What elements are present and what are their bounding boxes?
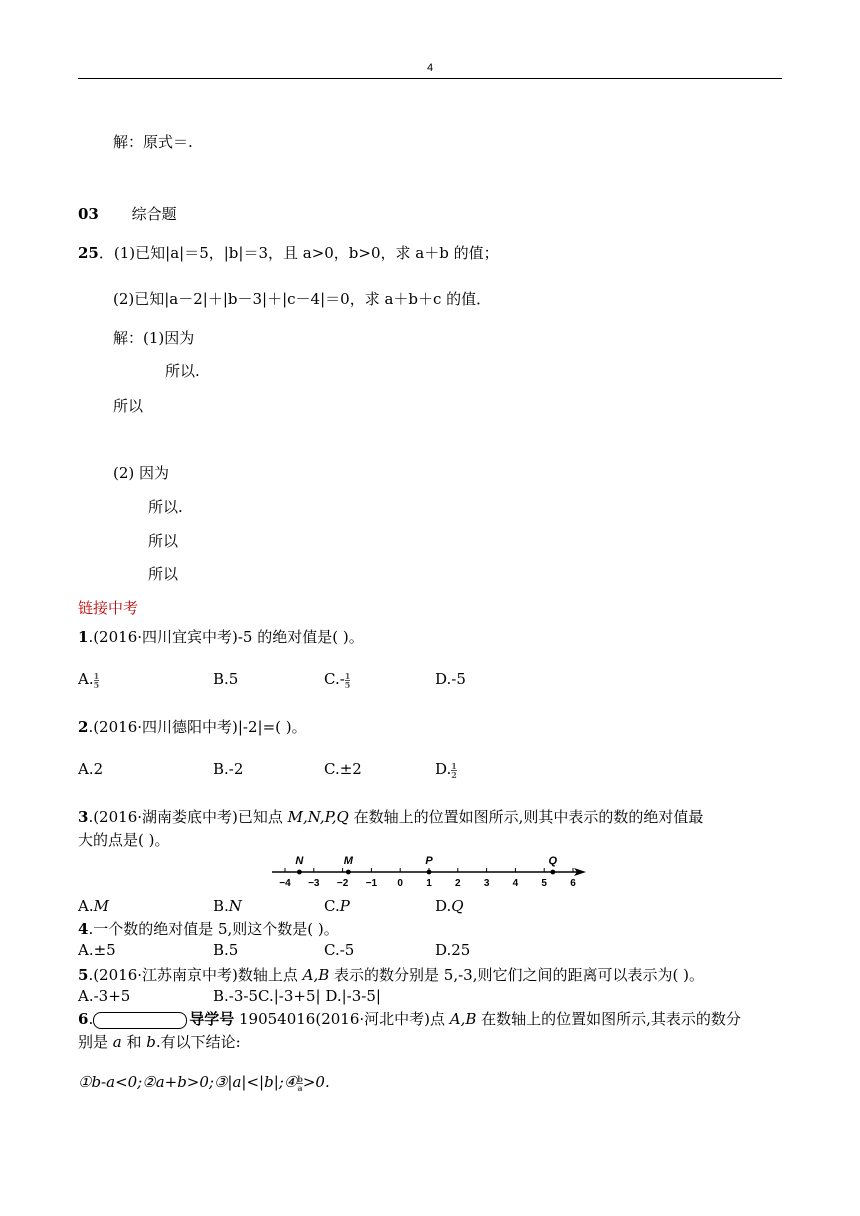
q1-option-a-prefix: A.	[78, 670, 94, 688]
q1-option-c-prefix: C.-	[324, 670, 345, 688]
q25-sol2-so2: 所以	[148, 532, 179, 550]
circle-1-mark: ①	[78, 1073, 92, 1091]
q25-sol1-so1: 所以.	[165, 362, 200, 380]
number-line-tick-label: 0	[397, 878, 403, 889]
q3-option-d-value: Q	[451, 897, 464, 915]
q3-option-c-prefix: C.	[324, 897, 340, 915]
q1-stem: .(2016·四川宜宾中考)-5 的绝对值是( )。	[88, 628, 364, 646]
number-line-point-label: Q	[548, 855, 558, 867]
q3-line2: 大的点是( )。	[78, 831, 170, 849]
number-line-tick-label: 4	[512, 878, 519, 889]
q3-points: M,N,P,Q	[287, 808, 349, 826]
number-line-figure	[268, 850, 590, 892]
q3-option-b-prefix: B.	[213, 897, 229, 915]
q5-stem-a: .(2016·江苏南京中考)数轴上点	[88, 966, 303, 984]
q4-text	[78, 918, 339, 939]
q6-dot: .	[88, 1010, 94, 1028]
number-line-point-label: M	[343, 855, 353, 867]
fraction-numerator: 1	[93, 670, 100, 681]
circle-4-mark: ④	[283, 1073, 298, 1091]
q25-part1	[78, 242, 499, 263]
q6-var-b: b	[146, 1033, 156, 1051]
q4-number: 4	[78, 920, 89, 938]
conclusion-4-tail: >0.	[302, 1073, 330, 1091]
q4-stem: .一个数的绝对值是 5,则这个数是( )。	[88, 920, 339, 938]
q6-line2-c: .有以下结论:	[155, 1033, 241, 1051]
q5-points: A,B	[302, 966, 330, 984]
q3-line1-a: .(2016·湖南娄底中考)已知点	[88, 808, 288, 826]
q3-option-a	[78, 897, 109, 915]
section-heading	[78, 203, 177, 224]
q2-stem: .(2016·四川德阳中考)|-2|=( )。	[88, 718, 307, 736]
q3-option-d	[435, 897, 464, 915]
fraction-denominator: 5	[93, 679, 100, 690]
q1-option-b: B.5	[213, 670, 239, 688]
q3-number: 3	[78, 808, 89, 826]
q6-line2-a: 别是	[78, 1033, 113, 1051]
q3-option-c-value: P	[339, 897, 350, 915]
q25-part1-text: (1)已知|a|＝5，|b|＝3，且 a>0，b>0，求 a＋b 的值；	[113, 244, 499, 262]
number-line-point	[550, 870, 555, 875]
q6-conclusions	[78, 1073, 330, 1092]
number-line-tick-label: 5	[541, 878, 547, 889]
page-number: 4	[426, 62, 434, 74]
fraction	[94, 672, 100, 689]
section-number: 03	[78, 205, 99, 223]
guide-badge	[93, 1012, 187, 1029]
number-line-tick-label: 6	[570, 878, 576, 889]
q1-option-a	[78, 670, 99, 689]
fraction-numerator: 1	[451, 760, 457, 771]
fraction-denominator: 2	[451, 769, 457, 780]
q2-text	[78, 716, 307, 737]
q4-option-b: B.5	[213, 941, 239, 959]
q2-number: 2	[78, 718, 89, 736]
q1-number: 1	[78, 628, 89, 646]
number-line-point-label: N	[295, 855, 304, 867]
header-rule	[78, 78, 782, 79]
number-line-tick-label: −3	[308, 878, 320, 889]
q3-option-d-prefix: D.	[435, 897, 452, 915]
q3-option-b	[213, 897, 242, 915]
circle-2-mark: ②	[142, 1073, 156, 1091]
fraction-denominator: 5	[344, 679, 351, 690]
fraction	[451, 762, 457, 779]
q6-points: A,B	[449, 1010, 477, 1028]
number-line-tick-label: 2	[455, 878, 461, 889]
q4-option-a: A.±5	[78, 941, 116, 959]
number-line-point	[427, 870, 432, 875]
q3-option-a-value: M	[93, 897, 109, 915]
q5-option-a: A.-3+5	[78, 987, 131, 1005]
q6-line1	[78, 1008, 741, 1029]
q6-stem-b: 在数轴上的位置如图所示,其表示的数分	[476, 1010, 741, 1028]
q6-line2	[78, 1031, 241, 1052]
q1-option-d: D.-5	[435, 670, 466, 688]
q25-number: 25	[78, 244, 99, 262]
number-line-tick-label: −1	[365, 878, 378, 889]
q6-line2-mid: 和	[121, 1033, 147, 1051]
q5-stem-b: 表示的数分别是 5,-3,则它们之间的距离可以表示为( )。	[329, 966, 704, 984]
q2-option-c: C.±2	[324, 760, 362, 778]
fraction-numerator: 1	[344, 670, 351, 681]
fraction	[345, 672, 351, 689]
section-title: 综合题	[131, 205, 177, 223]
q25-sol1-intro: 解：(1)因为	[113, 329, 195, 347]
link-heading: 链接中考	[78, 599, 139, 617]
conclusion-1: b-a<0;	[91, 1073, 143, 1091]
circle-3-mark: ③	[213, 1073, 228, 1091]
number-line-tick-label: −4	[279, 878, 291, 889]
q25-part2: (2)已知|a－2|＋|b－3|＋|c－4|＝0，求 a＋b＋c 的值．	[113, 290, 492, 308]
number-line-tick-label: 1	[426, 878, 432, 889]
q25-sol1-so2: 所以	[113, 397, 144, 415]
q2-option-d-prefix: D.	[435, 760, 452, 778]
q3-option-b-value: N	[228, 897, 242, 915]
q4-option-c: C.-5	[324, 941, 355, 959]
q5-text	[78, 964, 704, 985]
q1-text	[78, 626, 364, 647]
q6-number: 6	[78, 1010, 89, 1028]
q3-option-c	[324, 897, 350, 915]
conclusion-3: |a|<|b|;	[227, 1073, 284, 1091]
q5-options-bcd: B.-3-5C.|-3+5| D.|-3-5|	[213, 987, 381, 1005]
q3-line1	[78, 806, 703, 827]
number-line-tick-label: 3	[483, 878, 490, 889]
number-line-tick-label: −2	[336, 878, 349, 889]
number-line-point	[297, 870, 302, 875]
q1-option-c	[324, 670, 350, 689]
q2-option-a: A.2	[78, 760, 104, 778]
q5-number: 5	[78, 966, 89, 984]
solution-line: 解：原式＝.	[113, 133, 193, 151]
number-line-point-label: P	[425, 855, 433, 867]
fraction-denominator: a	[297, 1082, 303, 1093]
q25-sol2-so1: 所以.	[148, 498, 183, 516]
number-line-point	[346, 870, 351, 875]
guide-label: 导学号	[189, 1010, 235, 1028]
q25-sep: ．	[98, 244, 114, 262]
q3-option-a-prefix: A.	[78, 897, 94, 915]
q4-option-d: D.25	[435, 941, 471, 959]
q25-sol2-intro: (2) 因为	[113, 464, 170, 482]
q6-var-a: a	[112, 1033, 122, 1051]
q6-stem-a: 19054016(2016·河北中考)点	[234, 1010, 450, 1028]
fraction-numerator: b	[297, 1073, 303, 1084]
q2-option-b: B.-2	[213, 760, 244, 778]
q25-sol2-so3: 所以	[148, 565, 179, 583]
conclusion-2: a+b>0;	[155, 1073, 214, 1091]
q2-option-d	[435, 760, 457, 779]
q3-line1-b: 在数轴上的位置如图所示,则其中表示的数的绝对值最	[348, 808, 704, 826]
